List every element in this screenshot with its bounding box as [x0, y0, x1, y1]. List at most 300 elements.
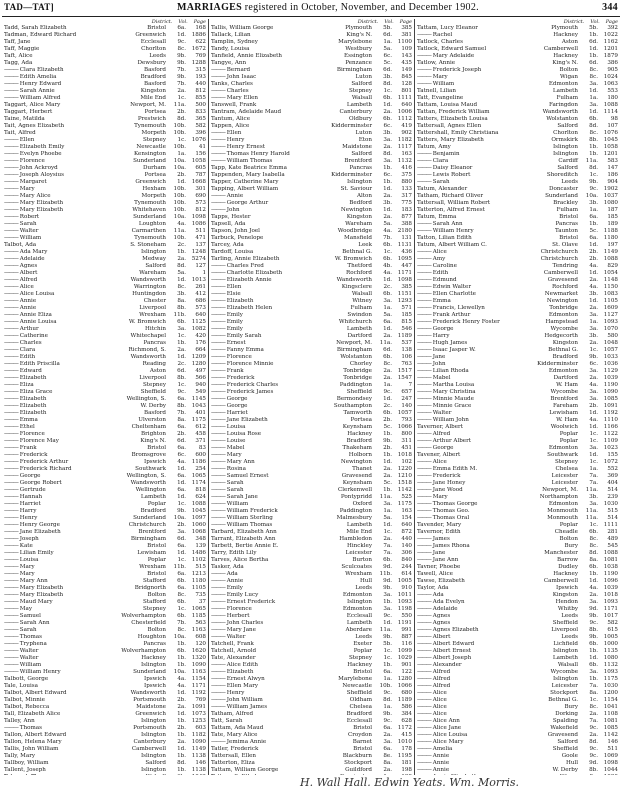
entry-page: 1097 — [191, 515, 206, 521]
register-entry — [417, 564, 618, 571]
entry-district: Bolton — [559, 536, 578, 542]
register-entry — [211, 585, 412, 592]
entry-name: ——— Ellen — [211, 284, 342, 291]
entry-volume: 7a. — [589, 473, 598, 479]
entry-name: ——— Albert — [417, 634, 561, 641]
entry-district: Wolverhampton — [121, 613, 166, 619]
entry-name: ——— Maud Mary — [4, 599, 143, 606]
entry-district: Sheffield — [346, 389, 372, 395]
entry-volume: 7b. — [383, 235, 392, 241]
entry-district: Tynemouth — [134, 235, 166, 241]
entry-volume: 6a. — [177, 571, 186, 577]
entry-name: ——— Henry — [211, 690, 347, 697]
entry-page: 546 — [401, 326, 412, 332]
entry-page: 628 — [401, 718, 412, 724]
entry-volume: 9c. — [383, 613, 392, 619]
entry-district: Ipswich — [556, 585, 578, 591]
entry-page: 415 — [401, 732, 412, 738]
register-entry — [211, 571, 412, 578]
entry-volume: 1c. — [383, 648, 392, 654]
entry-page: 511 — [607, 746, 618, 752]
entry-name: ——— Isaac Jasper W. — [417, 347, 548, 354]
entry-district: Maidstone — [136, 704, 166, 710]
entry-volume: 9b. — [383, 634, 392, 640]
register-entry — [417, 235, 618, 242]
entry-page: 1066 — [397, 424, 412, 430]
entry-district: Mile End — [140, 95, 166, 101]
entry-volume: 1d. — [589, 88, 598, 94]
entry-volume: 3a. — [589, 368, 598, 374]
entry-name: Tate, Alexander — [211, 655, 256, 661]
entry-volume: 11a. — [379, 627, 392, 633]
entry-district: W. Bromwich — [128, 319, 166, 325]
entry-name: ——— Mary Elizabeth — [4, 200, 134, 207]
entry-district: Keynsham — [342, 480, 372, 486]
register-entry — [211, 445, 412, 452]
entry-name: ——— Edwin Walter — [417, 284, 552, 291]
entry-district: Stockport — [344, 760, 372, 766]
entry-district: Swindon — [347, 312, 372, 318]
entry-name: ——— John — [417, 361, 537, 368]
register-entry — [417, 382, 618, 389]
entry-district: Poplar — [559, 431, 578, 437]
entry-district: Cardiff — [558, 158, 578, 164]
entry-page: 1111 — [397, 95, 412, 101]
entry-volume: 6a. — [177, 487, 186, 493]
entry-page: 122 — [401, 669, 412, 675]
entry-name: ——— Margaret — [4, 179, 135, 186]
entry-page: 515 — [195, 564, 206, 570]
entry-district: Brackley — [553, 200, 578, 206]
register-entry — [417, 704, 618, 711]
entry-volume: 2a. — [383, 193, 392, 199]
register-entry — [211, 599, 412, 606]
entry-name: ——— William Thomas — [211, 522, 347, 529]
entry-page: 348 — [195, 536, 206, 542]
entry-district: Wellington — [135, 487, 166, 493]
col-head-vol: Vol. — [590, 19, 600, 25]
entry-name: Tanswell, Frank — [211, 102, 257, 108]
entry-volume: 9c. — [589, 620, 598, 626]
register-entry — [211, 690, 412, 697]
entry-name: ——— Henry — [211, 137, 359, 144]
entry-district: Newmarket — [544, 291, 578, 297]
register-entry — [211, 648, 412, 655]
entry-district: Birmingham — [336, 67, 372, 73]
entry-district: Luton — [355, 130, 372, 136]
register-entry — [4, 543, 206, 550]
register-entry — [417, 774, 618, 775]
entry-volume: 1d. — [177, 711, 186, 717]
entry-page: 1132 — [397, 158, 412, 164]
entry-district: Sunderland — [133, 669, 166, 675]
entry-page: 1073 — [191, 711, 206, 717]
register-entry — [4, 718, 206, 725]
entry-district: Faringdon — [548, 102, 578, 108]
entry-district: Bristol — [147, 543, 166, 549]
register-entry — [417, 165, 618, 172]
entry-name: ——— Mary Ellen — [211, 95, 352, 102]
entry-page: 571 — [401, 305, 412, 311]
entry-name: ——— Sarah Ann — [417, 221, 556, 228]
register-entry — [417, 326, 618, 333]
entry-page: 549 — [195, 389, 206, 395]
entry-name: Tattam, Louisa Maud — [417, 102, 478, 108]
entry-page: 440 — [195, 81, 206, 87]
entry-district: Hull — [565, 760, 578, 766]
entry-volume: 10a. — [173, 634, 186, 640]
entry-volume: 9c. — [383, 718, 392, 724]
entry-district: Hackney — [347, 431, 372, 437]
entry-volume: 8a. — [177, 298, 186, 304]
entry-page: 800 — [401, 431, 412, 437]
entry-name: Tangye, Ann — [211, 60, 247, 66]
entry-name: Tall, Elizabeth Alice — [4, 711, 61, 717]
register-entry — [4, 501, 206, 508]
register-entry — [417, 312, 618, 319]
entry-district: Thakeham — [342, 445, 372, 451]
entry-name: ——— Charles Fred — [211, 263, 347, 270]
entry-name: Tattersall, William Robert — [417, 200, 491, 206]
entry-volume: 1b. — [177, 767, 186, 773]
entry-volume: 1d. — [589, 270, 598, 276]
register-entry — [4, 774, 206, 775]
register-entry — [4, 753, 206, 760]
entry-name: ——— Edward — [4, 368, 150, 375]
register-entry — [211, 81, 412, 88]
entry-district: W. Derby — [140, 403, 166, 409]
entry-page: 1076 — [603, 130, 618, 136]
entry-name: ——— Ada — [417, 592, 553, 599]
register-entry — [211, 151, 412, 158]
entry-page: 1191 — [397, 620, 412, 626]
entry-district: Shoreditch — [546, 172, 578, 178]
register-entry — [417, 543, 618, 550]
entry-name: Tardoff, Louisa — [211, 249, 254, 255]
entry-district: Bristol — [559, 235, 578, 241]
register-entry — [417, 53, 618, 60]
entry-district: Hackney — [553, 32, 578, 38]
entry-name: ——— Mary Alice — [4, 193, 141, 200]
entry-district: Lambeth — [346, 522, 372, 528]
entry-district: Portsea — [144, 172, 166, 178]
entry-name: Tarling, Annie Elizabeth — [211, 256, 280, 262]
entry-district: Edmonton — [548, 312, 578, 318]
register-entry — [4, 725, 206, 732]
entry-name: ——— Frank Arthur — [417, 312, 549, 319]
entry-page: 1093 — [603, 319, 618, 325]
entry-district: Portsea — [144, 109, 166, 115]
entry-name: ——— Alice Edith — [211, 662, 347, 669]
entry-page: 1093 — [603, 669, 618, 675]
entry-volume: 3a. — [589, 389, 598, 395]
entry-page: 840 — [401, 557, 412, 563]
entry-volume: 8c. — [177, 592, 186, 598]
entry-page: 180 — [607, 95, 618, 101]
entry-district: Ecclesall — [346, 718, 372, 724]
register-entry — [211, 676, 412, 683]
entry-volume: 1c. — [589, 172, 598, 178]
entry-name: Tandy, Louisa — [211, 46, 250, 52]
entry-page: 1065 — [191, 473, 206, 479]
entry-page: 185 — [401, 312, 412, 318]
entry-volume: 1d. — [177, 494, 186, 500]
register-entry — [417, 116, 618, 123]
entry-volume: 2c. — [383, 284, 392, 290]
entry-district: Islington — [552, 676, 578, 682]
entry-page: 563 — [195, 620, 206, 626]
entry-page: 1038 — [603, 564, 618, 570]
entry-page: 605 — [195, 165, 206, 171]
entry-name: ——— Frank — [4, 445, 147, 452]
entry-name: ——— Alice Louisa — [417, 732, 548, 739]
register-entry — [4, 81, 206, 88]
entry-page: 1036 — [603, 361, 618, 367]
register-entry — [4, 494, 206, 501]
entry-district: Croydon — [347, 732, 372, 738]
entry-volume: 1d. — [177, 277, 186, 283]
entry-name: ——— Adelaide — [417, 606, 558, 613]
entry-district: Manchester — [544, 550, 578, 556]
entry-page: 197 — [607, 242, 618, 248]
entry-name: ——— Adelaide — [4, 256, 142, 263]
entry-name: ——— Ada Mary — [4, 249, 141, 256]
entry-page: 1175 — [397, 501, 412, 507]
entry-page: 1190 — [603, 571, 618, 577]
register-entry — [4, 109, 206, 116]
entry-page: 193 — [195, 74, 206, 80]
col-head-page: Page — [193, 19, 206, 25]
register-entry — [211, 683, 412, 690]
entry-district: W. Ham — [556, 417, 578, 423]
entry-district: Pancras — [555, 221, 578, 227]
entry-district: Sheffield — [552, 746, 578, 752]
entry-page: 419 — [401, 123, 412, 129]
entry-name: Tattam, Ada Maud — [211, 725, 264, 731]
entry-volume: 5a. — [383, 515, 392, 521]
register-entry — [417, 438, 618, 445]
entry-district: Wolverhampton — [121, 648, 166, 654]
entry-district: Newington — [340, 207, 372, 213]
entry-name: ——— William Thomas — [211, 158, 344, 165]
entry-name: ——— Harry — [417, 333, 544, 340]
entry-volume: 11a. — [585, 158, 598, 164]
entry-district: Eton — [358, 137, 372, 143]
entry-name: Taine, Matilda — [4, 116, 45, 122]
register-entry — [4, 60, 206, 67]
register-entry — [211, 452, 412, 459]
entry-district: Sunderland — [133, 214, 166, 220]
entry-volume: 1c. — [589, 522, 598, 528]
register-entry — [4, 410, 206, 417]
entry-volume: 8d. — [383, 697, 392, 703]
register-entry — [417, 158, 618, 165]
entry-page: 1149 — [603, 249, 618, 255]
entry-name: ——— Eliza Grace — [4, 389, 141, 396]
entry-name: ——— Charlotte Elizabeth — [211, 270, 346, 277]
entry-name: ——— Francis, Llewellyn — [417, 305, 549, 312]
entry-volume: 11a. — [585, 508, 598, 514]
entry-page: 138 — [401, 347, 412, 353]
entry-page: 1088 — [191, 501, 206, 507]
entry-page: 902 — [401, 130, 412, 136]
entry-page: 566 — [195, 375, 206, 381]
entry-district: Wolstanton — [340, 354, 372, 360]
entry-name: ——— Sarah — [211, 487, 338, 494]
register-entry — [4, 613, 206, 620]
entry-page: 1188 — [603, 228, 618, 234]
entry-volume: 9c. — [177, 39, 186, 45]
entry-name: ——— John — [211, 207, 341, 214]
entry-page: 553 — [607, 88, 618, 94]
entry-district: Leeds — [561, 179, 578, 185]
register-entry — [4, 669, 206, 676]
register-entry — [211, 193, 412, 200]
entry-volume: 2a. — [177, 347, 186, 353]
entry-district: Durham — [142, 165, 166, 171]
entry-district: Salford — [145, 263, 166, 269]
entry-name: ——— Ellen Charlotte — [417, 291, 545, 298]
entry-district: Portsmouth — [133, 725, 166, 731]
entry-district: Bristol — [353, 669, 372, 675]
entry-name: ——— Alfred — [4, 277, 131, 284]
entry-name: Tapsell, Ada — [211, 221, 246, 227]
entry-page: 1129 — [603, 368, 618, 374]
entry-name: ——— Ellen — [211, 130, 355, 137]
register-entry — [417, 228, 618, 235]
register-entry — [417, 88, 618, 95]
entry-name: Tatum, Albert William C. — [417, 242, 487, 248]
entry-name: ——— Ada Evelyn — [417, 599, 556, 606]
register-entry — [211, 746, 412, 753]
col-head-district: District. — [151, 19, 173, 25]
entry-name: Taff, Jane — [4, 39, 31, 45]
register-entry — [4, 235, 206, 242]
entry-page: 1054 — [603, 270, 618, 276]
entry-list — [211, 25, 412, 775]
entry-volume: 3a. — [589, 669, 598, 675]
entry-name: ——— William Henry — [417, 228, 555, 235]
entry-district: Edmonton — [548, 445, 578, 451]
entry-district: Stepney — [554, 459, 578, 465]
entry-name: Taverner, Albert — [417, 424, 463, 430]
entry-volume: 2a. — [589, 340, 598, 346]
entry-name: Tadd, Sarah Elizabeth — [4, 25, 67, 31]
entry-page: 582 — [195, 123, 206, 129]
register-entry — [211, 46, 412, 53]
entry-page: 102 — [401, 459, 412, 465]
entry-volume: 8c. — [589, 130, 598, 136]
entry-volume: 3b. — [177, 291, 186, 297]
entry-name: Tantram, Adelaide Maud — [211, 109, 282, 115]
entry-page: 375 — [401, 172, 412, 178]
entry-page: 1010 — [397, 739, 412, 745]
entry-volume: 1b. — [589, 32, 598, 38]
entry-district: Leeds — [355, 585, 372, 591]
entry-volume: 9b. — [177, 53, 186, 59]
entry-volume: 6c. — [383, 53, 392, 59]
entry-page: 1672 — [191, 46, 206, 52]
register-entry — [417, 81, 618, 88]
entry-page: 1114 — [603, 109, 618, 115]
col-head-district: District. — [357, 19, 379, 25]
entry-district: Newport, M. — [336, 340, 372, 346]
entry-page: 1018 — [397, 452, 412, 458]
entry-name: ——— Alfred — [417, 683, 552, 690]
entry-district: Wandsworth — [130, 480, 166, 486]
entry-page: 525 — [401, 494, 412, 500]
entry-name: ——— Sarah — [4, 627, 148, 634]
entry-district: Chesterfield — [131, 620, 166, 626]
register-entry — [417, 144, 618, 151]
entry-name: ——— Jane — [417, 354, 553, 361]
entry-district: Fulham — [556, 207, 578, 213]
entry-page: 1180 — [191, 578, 206, 584]
entry-name: Talbott, George — [4, 676, 49, 682]
entry-district: Bolton — [559, 67, 578, 73]
entry-page: 1213 — [191, 571, 206, 577]
register-entry — [211, 130, 412, 137]
entry-district: Salford — [351, 151, 372, 157]
register-entry — [211, 39, 412, 46]
entry-district: Hackney — [141, 655, 166, 661]
entry-district: Ipswich — [144, 676, 166, 682]
entry-district: Dartford — [347, 333, 372, 339]
entry-district: Edmonton — [342, 606, 372, 612]
entry-page: 1098 — [603, 760, 618, 766]
entry-page: 365 — [195, 116, 206, 122]
entry-volume: 1a. — [177, 151, 186, 157]
entry-volume: 5c. — [383, 424, 392, 430]
entry-volume: 1b. — [177, 249, 186, 255]
entry-name: ——— Harry — [4, 508, 141, 515]
entry-name: ——— Alice — [417, 690, 550, 697]
entry-district: Bridgnorth — [134, 585, 166, 591]
entry-name: ——— Ernest — [211, 340, 336, 347]
register-entry — [4, 88, 206, 95]
entry-district: Mansfield — [344, 235, 372, 241]
entry-name: Tadman, Edward Richard — [4, 32, 77, 38]
entry-volume: 2a. — [383, 109, 392, 115]
entry-volume: 10b. — [173, 235, 186, 241]
entry-page: 1044 — [603, 767, 618, 773]
entry-page: 1024 — [603, 74, 618, 80]
entry-district: Morpeth — [141, 130, 166, 136]
entry-district: Maidstone — [342, 144, 372, 150]
entry-district: Hedgecorth — [544, 333, 578, 339]
entry-district: Stepney — [142, 606, 166, 612]
entry-district: Wycombe — [550, 326, 578, 332]
entry-name: ——— Frank — [211, 368, 343, 375]
entry-volume: 4a. — [177, 683, 186, 689]
entry-district: Oldham — [349, 697, 372, 703]
entry-district: Gravesend — [341, 473, 372, 479]
register-entry — [4, 319, 206, 326]
register-entry — [211, 186, 412, 193]
entry-name: ——— William Frederick — [211, 508, 340, 515]
entry-volume: 3a. — [589, 445, 598, 451]
entry-district: Poplar — [559, 522, 578, 528]
entry-page: 552 — [607, 466, 618, 472]
page-title — [177, 2, 479, 13]
entry-volume: 11a. — [173, 228, 186, 234]
entry-page: 1148 — [603, 277, 618, 283]
entry-volume: 4a. — [589, 284, 598, 290]
entry-page: 1162 — [603, 39, 618, 45]
entry-district: Brentford — [550, 396, 578, 402]
entry-page: 1609 — [603, 305, 618, 311]
entry-volume: 10b. — [173, 193, 186, 199]
